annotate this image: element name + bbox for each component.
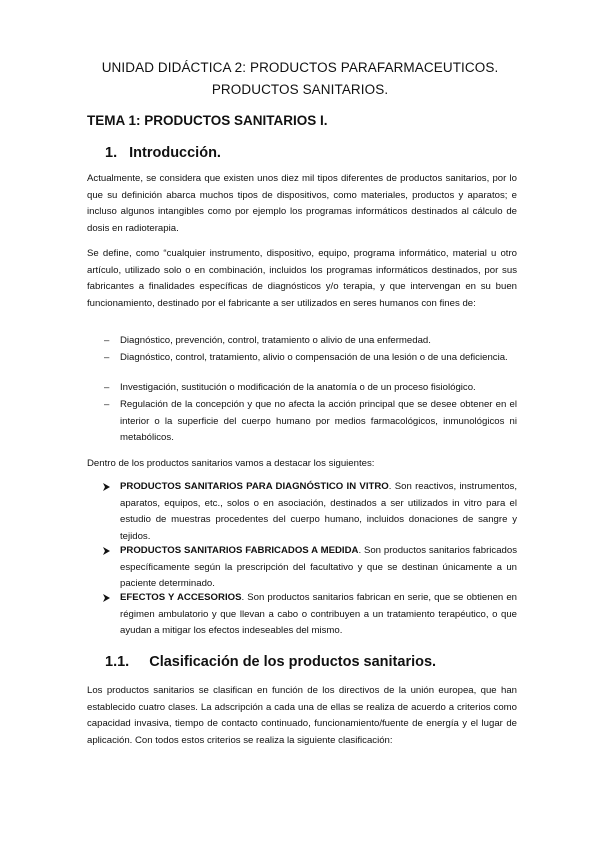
list-item-text: Diagnóstico, control, tratamiento, alivio o compensación de una lesión o de una deficiencia. xyxy=(120,352,508,363)
section-number: 1. xyxy=(105,145,118,161)
list-item-description: . Son productos sanitarios fabrican en serie, que se obtienen en régimen ambulatorio y que llevan a cabo o contribuyen a un tratamiento terapéutico, o que ayudan a mitigar los efectos indeseables del mismo. xyxy=(120,592,517,636)
list-item-text xyxy=(120,543,517,593)
arrow-bullet-icon xyxy=(102,543,112,559)
section-heading-introduccion xyxy=(105,145,221,161)
arrow-bullet-icon xyxy=(102,590,112,606)
destacar-paragraph: Dentro de los productos sanitarios vamos a destacar los siguientes: xyxy=(87,458,375,469)
dash-bullet: – xyxy=(104,335,110,346)
section-title: Clasificación de los productos sanitarios. xyxy=(149,654,437,670)
list-item-text: Regulación de la concepción y que no afecta la acción principal que se desee obtener en el interior o la superficie del cuerpo humano por medios farmacológicos, inmunológicos ni metabólicos. xyxy=(120,399,517,443)
list-item-bold-term: EFECTOS Y ACCESORIOS xyxy=(120,592,242,603)
tema-heading: TEMA 1: PRODUCTOS SANITARIOS I. xyxy=(87,113,328,128)
document-title-line-1: UNIDAD DIDÁCTICA 2: PRODUCTOS PARAFARMACEUTICOS. xyxy=(101,60,499,75)
list-item-text: Investigación, sustitución o modificación de la anatomía o de un proceso fisiológico. xyxy=(120,382,476,393)
intro-paragraph: Actualmente, se considera que existen unos diez mil tipos diferentes de productos sanitarios, por lo que su definición abarca muchos tipos de dispositivos, como materiales, productos y aparatos; e incluso algunos intangibles como por ejemplo los programas informáticos destinados al cálculo de dosis en radioterapia. xyxy=(87,173,517,234)
dash-bullet: – xyxy=(104,399,110,410)
list-item-bold-term: PRODUCTOS SANITARIOS FABRICADOS A MEDIDA xyxy=(120,545,359,556)
arrow-bullet-icon xyxy=(102,479,112,495)
list-item-text xyxy=(120,479,517,545)
list-item-bold-term: PRODUCTOS SANITARIOS PARA DIAGNÓSTICO IN VITRO xyxy=(120,481,389,492)
list-item-description: . Son reactivos, instrumentos, aparatos, equipos, etc., solos o en asociación, destinados a ser utilizados in vitro para el estudio de muestras procedentes del cuerpo humano, incluidos donaciones de sangre y tejidos. xyxy=(120,481,517,542)
dash-bullet: – xyxy=(104,352,110,363)
definition-paragraph: Se define, como “cualquier instrumento, dispositivo, equipo, programa informático, material u otro artículo, utilizado solo o en combinación, incluidos los programas informáticos destinados, por sus fabricantes a finalidades específicas de diagnósticos y/o terapia, y que intervengan en su buen funcionamiento, destinado por el fabricante a ser utilizados en seres humanos con fines de: xyxy=(87,248,517,309)
dash-bullet: – xyxy=(104,382,110,393)
section-title: Introducción. xyxy=(129,145,221,161)
list-item-description: . Son productos sanitarios fabricados específicamente según la prescripción del facultativo y que se destinan únicamente a un paciente determinado. xyxy=(120,545,517,589)
clasificacion-paragraph: Los productos sanitarios se clasifican en función de los directivos de la unión europea, que han establecido cuatro clases. La adscripción a cada una de ellas se realiza de acuerdo a criterios como capacidad invasiva, tiempo de contacto continuado, funcionamiento/fuente de energía y el lugar de aplicación. Con todos estos criterios se realiza la siguiente clasificación: xyxy=(87,685,517,746)
list-item-text: Diagnóstico, prevención, control, tratamiento o alivio de una enfermedad. xyxy=(120,335,431,346)
document-title-line-2: PRODUCTOS SANITARIOS. xyxy=(211,82,389,97)
section-number: 1.1. xyxy=(105,654,130,670)
section-heading-clasificacion xyxy=(105,654,436,670)
list-item-text xyxy=(120,590,517,640)
